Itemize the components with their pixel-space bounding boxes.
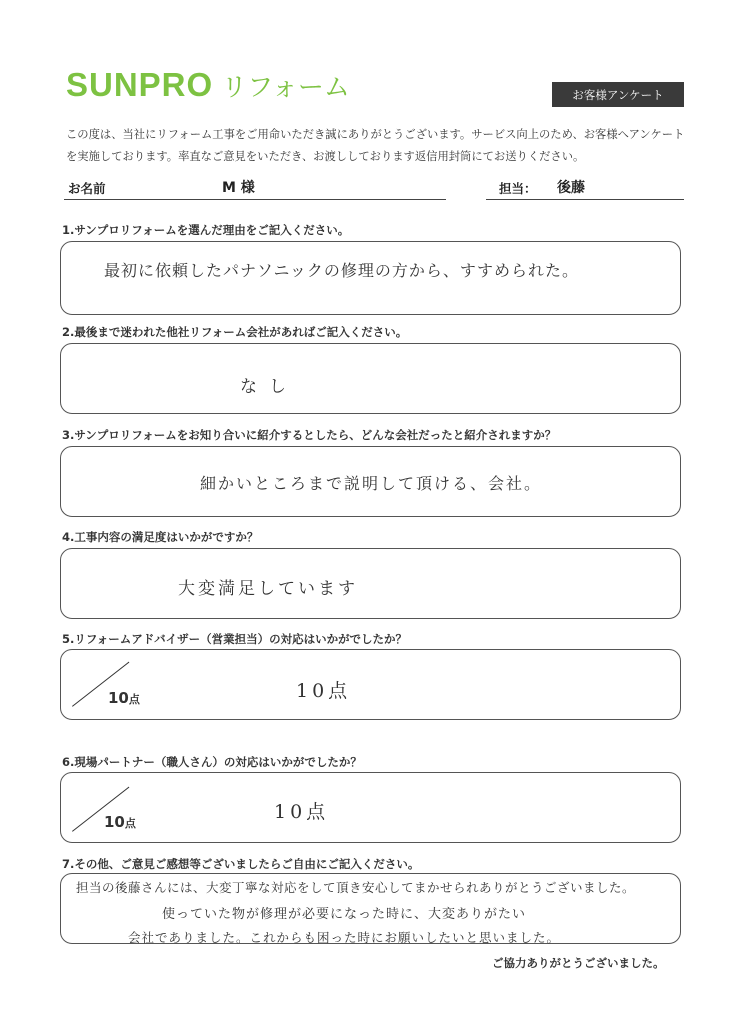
logo-brand: SUNPRO [66, 66, 214, 103]
question-5-score-unit: 点 [128, 693, 140, 706]
question-5-label: 5.リフォームアドバイザー（営業担当）の対応はいかがでしたか？ [62, 632, 408, 646]
question-7-answer-line-1: 担当の後藤さんには、大変丁寧な対応をして頂き安心してまかせられありがとうございました。 [76, 880, 636, 895]
name-underline [64, 199, 446, 200]
question-6-score-value: 10 [104, 813, 125, 831]
survey-badge: お客様アンケート [552, 82, 684, 107]
question-5-score-value: 10 [108, 689, 129, 707]
question-4-label: 4.工事内容の満足度はいかがですか？ [62, 530, 259, 544]
representative-underline [486, 199, 684, 200]
question-4-box [60, 548, 681, 619]
sunpro-logo [66, 66, 350, 106]
question-1-label: 1.サンプロリフォームを選んだ理由をご記入ください。 [62, 223, 350, 237]
question-4-answer: 大変満足しています [178, 579, 358, 599]
name-value: M 様 [222, 180, 255, 196]
question-7-answer-line-2: 使っていた物が修理が必要になった時に、大変ありがたい [162, 907, 527, 922]
question-2-label: 2.最後まで迷われた他社リフォーム会社があればご記入ください。 [62, 325, 408, 339]
question-5-box [60, 649, 681, 720]
question-6-score-unit: 点 [124, 817, 136, 830]
name-label: お名前 [68, 181, 106, 196]
question-3-answer: 細かいところまで説明して頂ける、会社。 [200, 474, 543, 493]
question-2-answer: なし [240, 377, 298, 397]
question-3-label: 3.サンプロリフォームをお知り合いに紹介するとしたら、どんな会社だったと紹介されますか？ [62, 428, 557, 442]
question-7-label: 7.その他、ご意見ご感想等ございましたらご自由にご記入ください。 [62, 857, 420, 871]
question-5-score [108, 689, 140, 707]
representative-value: 後藤 [557, 180, 585, 196]
question-6-score [104, 813, 136, 831]
question-7-answer-line-3: 会社でありました。これからも困った時にお願いしたいと思いました。 [128, 930, 561, 945]
logo-sub: リフォーム [221, 73, 350, 103]
intro-text: この度は、当社にリフォーム工事をご用命いただき誠にありがとうございます。サービス向上のため、お客様へアンケートを実施しております。率直なご意見をいただき、お渡ししております返信用封筒にてお送りください。 [66, 128, 685, 163]
question-2-box [60, 343, 681, 414]
question-6-box [60, 772, 681, 843]
question-6-answer: 10点 [274, 801, 330, 823]
representative-label: 担当： [499, 181, 537, 196]
question-1-answer: 最初に依頼したパナソニックの修理の方から、すすめられた。 [104, 261, 580, 280]
question-5-answer: 10点 [296, 680, 352, 702]
thanks-text: ご協力ありがとうございました。 [492, 956, 665, 970]
question-6-label: 6.現場パートナー（職人さん）の対応はいかがでしたか？ [62, 755, 362, 769]
